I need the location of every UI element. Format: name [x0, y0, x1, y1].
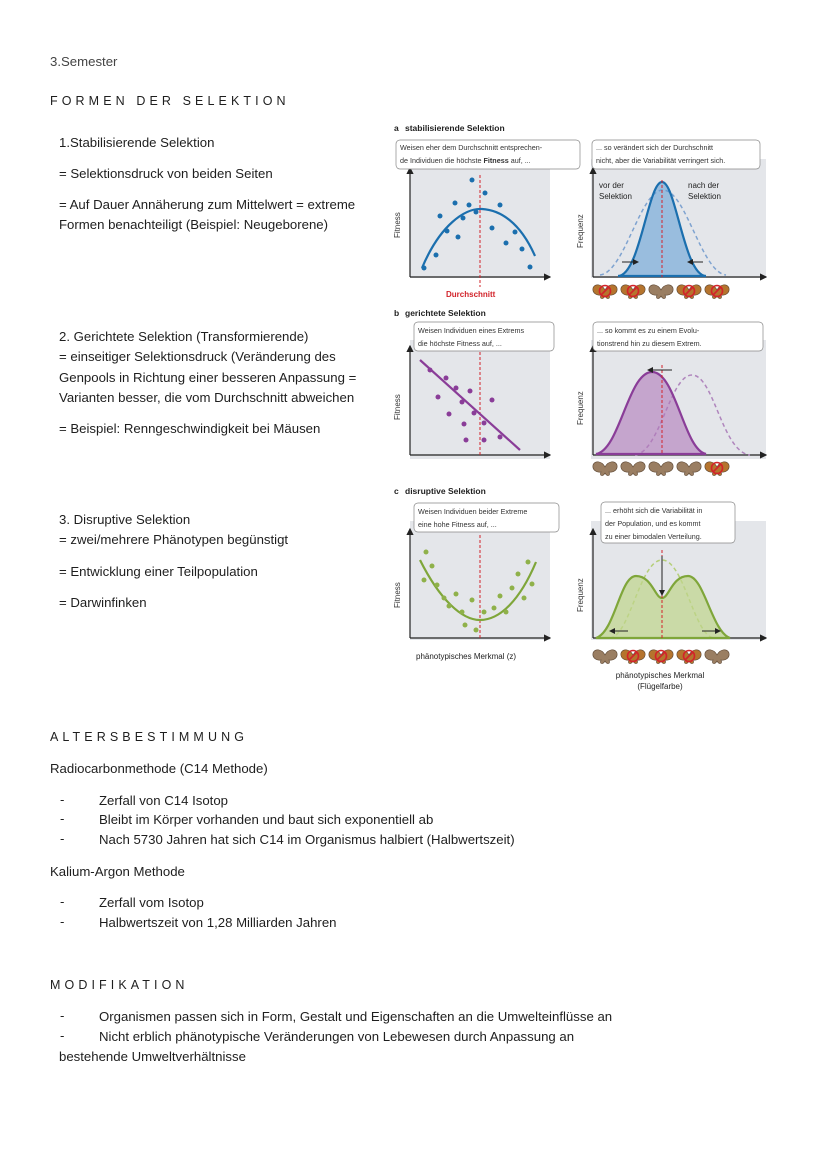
label-before: vor der — [599, 181, 624, 190]
data-point — [467, 203, 472, 208]
bullet-dash: - — [60, 811, 65, 826]
moth-icon — [677, 285, 701, 299]
axis-label-frequenz: Frequenz — [576, 391, 585, 425]
s3-line: = Entwicklung einer Teilpopulation — [59, 564, 258, 579]
axis-label-frequenz: Frequenz — [576, 214, 585, 248]
data-point — [424, 550, 429, 555]
data-point — [472, 411, 477, 416]
s1-line: = Selektionsdruck von beiden Seiten — [59, 166, 273, 181]
data-point — [460, 400, 465, 405]
bubble-text: die höchste Fitness auf, ... — [418, 339, 502, 348]
label-after: Selektion — [688, 192, 721, 201]
moth-icon — [677, 650, 701, 664]
x-axis-label-left: phänotypisches Merkmal (z) — [416, 652, 517, 661]
bullet-dash: - — [60, 1008, 65, 1023]
data-point — [454, 592, 459, 597]
bubble-text: Weisen Individuen eines Extrems — [418, 326, 525, 335]
fig-b-label: b — [394, 308, 400, 318]
moth-row-b — [593, 462, 729, 476]
bubble-text: Weisen eher dem Durchschnitt entsprechen- — [400, 143, 543, 152]
bubble-text: der Population, und es kommt — [605, 519, 701, 528]
bullet-dash: - — [60, 894, 65, 909]
data-point — [520, 247, 525, 252]
moth-icon — [705, 462, 729, 476]
heading-altersbestimmung: ALTERSBESTIMMUNG — [50, 730, 249, 744]
bubble-text — [400, 156, 531, 165]
data-point — [442, 596, 447, 601]
data-point — [445, 229, 450, 234]
moth-row-c — [593, 650, 729, 664]
method-title: Kalium-Argon Methode — [50, 864, 185, 879]
fig-c-title: disruptive Selektion — [405, 486, 486, 496]
data-point — [464, 438, 469, 443]
bubble-text: nicht, aber die Variabilität verringert sich. — [596, 156, 726, 165]
moth-icon — [677, 462, 701, 476]
data-point — [498, 435, 503, 440]
data-point — [490, 398, 495, 403]
x-axis-label-right: phänotypisches Merkmal — [615, 671, 705, 680]
data-point — [434, 253, 439, 258]
data-point — [504, 241, 509, 246]
list-item: Organismen passen sich in Form, Gestalt und Eigenschaften an die Umwelteinflüsse an — [99, 1009, 613, 1024]
s2-line: = Beispiel: Renngeschwindigkeit bei Mäusen — [59, 421, 321, 436]
moth-icon — [649, 650, 673, 664]
moth-icon — [593, 462, 617, 476]
bubble-text: eine hohe Fitness auf, ... — [418, 520, 497, 529]
data-point — [428, 368, 433, 373]
data-point — [474, 628, 479, 633]
data-point — [463, 623, 468, 628]
s1-title: 1.Stabilisierende Selektion — [59, 135, 215, 150]
axis-label-durchschnitt: Durchschnitt — [446, 290, 496, 299]
s2-line: = einseitiger Selektionsdruck (Veränderung des — [59, 349, 336, 364]
fig-a-label: a — [394, 123, 399, 133]
axis-label-fitness: Fitness — [393, 394, 402, 420]
data-point — [530, 582, 535, 587]
s2-line: Varianten besser, die vom Durchschnitt abweichen — [59, 390, 355, 405]
data-point — [430, 564, 435, 569]
list-item: Nach 5730 Jahren hat sich C14 im Organismus halbiert (Halbwertszeit) — [99, 832, 515, 847]
moth-icon — [621, 285, 645, 299]
data-point — [422, 578, 427, 583]
data-point — [447, 604, 452, 609]
bullet-dash: - — [60, 792, 65, 807]
data-point — [453, 201, 458, 206]
data-point — [435, 583, 440, 588]
data-point — [490, 226, 495, 231]
bubble-text: tionstrend hin zu diesem Extrem. — [597, 339, 702, 348]
bullet-dash: - — [60, 1028, 65, 1043]
moth-icon — [621, 462, 645, 476]
data-point — [492, 606, 497, 611]
data-point — [504, 610, 509, 615]
data-point — [474, 210, 479, 215]
data-point — [483, 191, 488, 196]
data-point — [498, 594, 503, 599]
bubble-text: ... so verändert sich der Durchschnitt — [596, 143, 714, 152]
axis-label-frequenz: Frequenz — [576, 578, 585, 612]
data-point — [454, 386, 459, 391]
axis-label-fitness: Fitness — [393, 582, 402, 608]
bullet-dash: - — [60, 914, 65, 929]
data-point — [516, 572, 521, 577]
data-point — [498, 203, 503, 208]
data-point — [462, 422, 467, 427]
fig-b-title: gerichtete Selektion — [405, 308, 486, 318]
axis-label-fitness: Fitness — [393, 212, 402, 238]
moth-icon — [705, 650, 729, 664]
bubble-text: de Individuen die höchste — [400, 156, 482, 165]
bullet-dash: - — [60, 831, 65, 846]
data-point — [526, 560, 531, 565]
data-point — [436, 395, 441, 400]
data-point — [447, 412, 452, 417]
bubble-text: ... so kommt es zu einem Evolu- — [597, 326, 700, 335]
data-point — [468, 389, 473, 394]
data-point — [461, 216, 466, 221]
data-point — [528, 265, 533, 270]
bubble-text: Weisen Individuen beider Extreme — [418, 507, 528, 516]
list-item: Nicht erblich phänotypische Veränderungen von Lebewesen durch Anpassung an — [99, 1029, 575, 1044]
data-point — [460, 610, 465, 615]
s3-title: 3. Disruptive Selektion — [59, 512, 191, 527]
fig-c-label: c — [394, 486, 399, 496]
moth-row-a — [593, 285, 729, 299]
s2-line: Genpools in Richtung einer besseren Anpassung = — [59, 370, 357, 385]
list-item: Bleibt im Körper vorhanden und baut sich exponentiell ab — [99, 812, 434, 827]
s3-line: = zwei/mehrere Phänotypen begünstigt — [59, 532, 289, 547]
method-title: Radiocarbonmethode (C14 Methode) — [50, 761, 268, 776]
data-point — [438, 214, 443, 219]
moth-icon — [649, 462, 673, 476]
s1-line: Formen benachteiligt (Beispiel: Neugeborene) — [59, 217, 329, 232]
bubble-text: ... erhöht sich die Variabilität in — [605, 506, 703, 515]
data-point — [482, 610, 487, 615]
heading-modifikation: MODIFIKATION — [50, 978, 189, 992]
data-point — [470, 598, 475, 603]
list-item-continuation: bestehende Umweltverhältnisse — [59, 1049, 246, 1064]
list-item: Zerfall von C14 Isotop — [99, 793, 229, 808]
data-point — [470, 178, 475, 183]
list-item: Halbwertszeit von 1,28 Milliarden Jahren — [99, 915, 337, 930]
bubble-text-bold: Fitness — [483, 156, 509, 165]
fig-a-title: stabilisierende Selektion — [405, 123, 505, 133]
moth-icon — [649, 285, 673, 299]
data-point — [482, 438, 487, 443]
moth-icon — [621, 650, 645, 664]
data-point — [456, 235, 461, 240]
data-point — [482, 421, 487, 426]
bubble-text: zu einer bimodalen Verteilung. — [605, 532, 702, 541]
moth-icon — [593, 650, 617, 664]
data-point — [522, 596, 527, 601]
s3-line: = Darwinfinken — [59, 595, 147, 610]
data-point — [510, 586, 515, 591]
bubble-text: auf, ... — [510, 156, 531, 165]
s2-title: 2. Gerichtete Selektion (Transformierende) — [59, 329, 309, 344]
data-point — [513, 230, 518, 235]
semester-label: 3.Semester — [50, 54, 118, 69]
label-after: nach der — [688, 181, 720, 190]
list-item: Zerfall vom Isotop — [99, 895, 204, 910]
heading-formen-der-selektion: FORMEN DER SELEKTION — [50, 94, 290, 108]
s1-line: = Auf Dauer Annäherung zum Mittelwert = extreme — [59, 197, 356, 212]
moth-icon — [593, 285, 617, 299]
moth-icon — [705, 285, 729, 299]
data-point — [422, 266, 427, 271]
label-before: Selektion — [599, 192, 632, 201]
data-point — [444, 376, 449, 381]
x-axis-label-right: (Flügelfarbe) — [637, 682, 683, 691]
